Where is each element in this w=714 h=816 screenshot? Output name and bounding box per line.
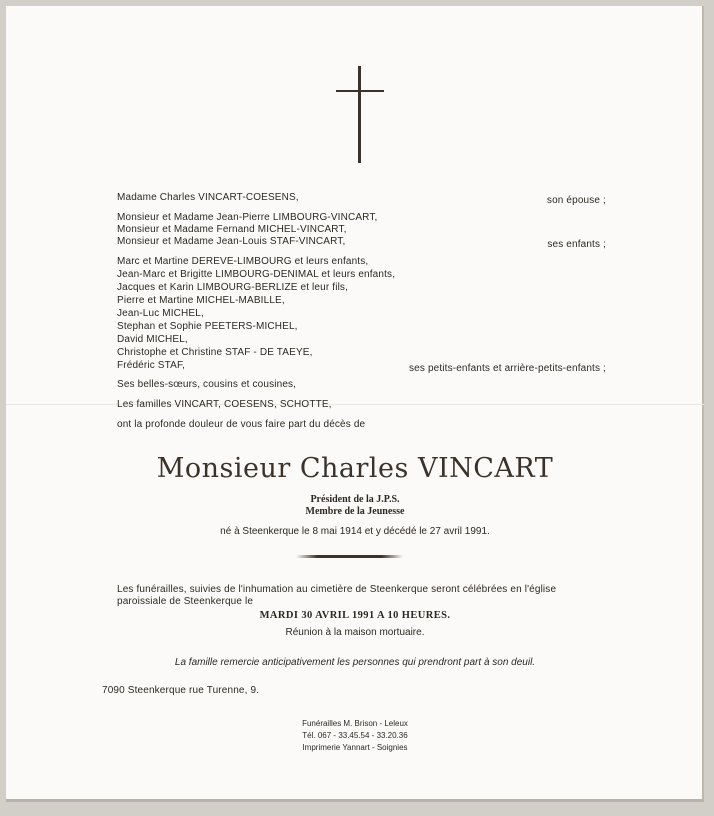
deceased-title: Président de la J.P.S. — [310, 494, 400, 505]
child-line: Monsieur et Madame Jean-Pierre LIMBOURG-VINCART, — [117, 212, 378, 223]
cross-vertical — [358, 66, 361, 163]
grandchild-line: Jacques et Karin LIMBOURG-BERLIZE et leur fils, — [117, 282, 349, 293]
address-line: 7090 Steenkerque rue Turenne, 9. — [102, 685, 260, 696]
grandchild-line: Marc et Martine DEREVE-LIMBOURG et leurs enfants, — [117, 256, 369, 267]
separator-rule — [296, 555, 403, 558]
grandchild-line: David MICHEL, — [117, 334, 188, 345]
in-laws-line: Ses belles-sœurs, cousins et cousines, — [117, 379, 297, 390]
footer-line: Tél. 067 - 33.45.54 - 33.20.36 — [302, 731, 408, 740]
funeral-datetime: MARDI 30 AVRIL 1991 A 10 HEURES. — [259, 610, 451, 621]
spouse-name: Madame Charles VINCART-COESENS, — [117, 192, 299, 203]
announcement-line: ont la profonde douleur de vous faire part du décès de — [117, 419, 366, 430]
thanks-line: La famille remercie anticipativement les personnes qui prendront part à son deuil. — [174, 657, 536, 668]
grandchild-line: Jean-Luc MICHEL, — [117, 308, 204, 319]
grandchild-line: Jean-Marc et Brigitte LIMBOURG-DENIMAL et leurs enfants, — [117, 269, 396, 280]
child-line: Monsieur et Madame Fernand MICHEL-VINCART, — [117, 224, 347, 235]
funeral-meeting: Réunion à la maison mortuaire. — [285, 627, 425, 638]
fold-line — [6, 404, 704, 405]
child-line: Monsieur et Madame Jean-Louis STAF-VINCART, — [117, 236, 346, 247]
grandchild-line: Stephan et Sophie PEETERS-MICHEL, — [117, 321, 298, 332]
grandchild-line: Pierre et Martine MICHEL-MABILLE, — [117, 295, 285, 306]
footer-line: Imprimerie Yannart - Soignies — [302, 743, 408, 752]
children-role: ses enfants ; — [547, 239, 606, 250]
deceased-name: Monsieur Charles VINCART — [156, 453, 554, 484]
funeral-line-2: paroissiale de Steenkerque le — [117, 596, 254, 607]
grandchildren-role: ses petits-enfants et arrière-petits-enfants ; — [409, 363, 606, 374]
deceased-title: Membre de la Jeunesse — [305, 506, 405, 517]
spouse-role: son épouse ; — [546, 195, 606, 206]
grandchild-line: Christophe et Christine STAF - DE TAEYE, — [117, 347, 313, 358]
cross-horizontal — [336, 90, 384, 92]
grandchild-line: Frédéric STAF, — [117, 360, 186, 371]
death-notice-card — [6, 6, 704, 802]
life-dates: né à Steenkerque le 8 mai 1914 et y décédé le 27 avril 1991. — [220, 526, 490, 537]
families-line: Les familles VINCART, COESENS, SCHOTTE, — [117, 399, 332, 410]
footer-line: Funérailles M. Brison - Leleux — [302, 719, 408, 728]
funeral-line-1: Les funérailles, suivies de l'inhumation au cimetière de Steenkerque seront célébrées en l'église — [117, 584, 557, 595]
